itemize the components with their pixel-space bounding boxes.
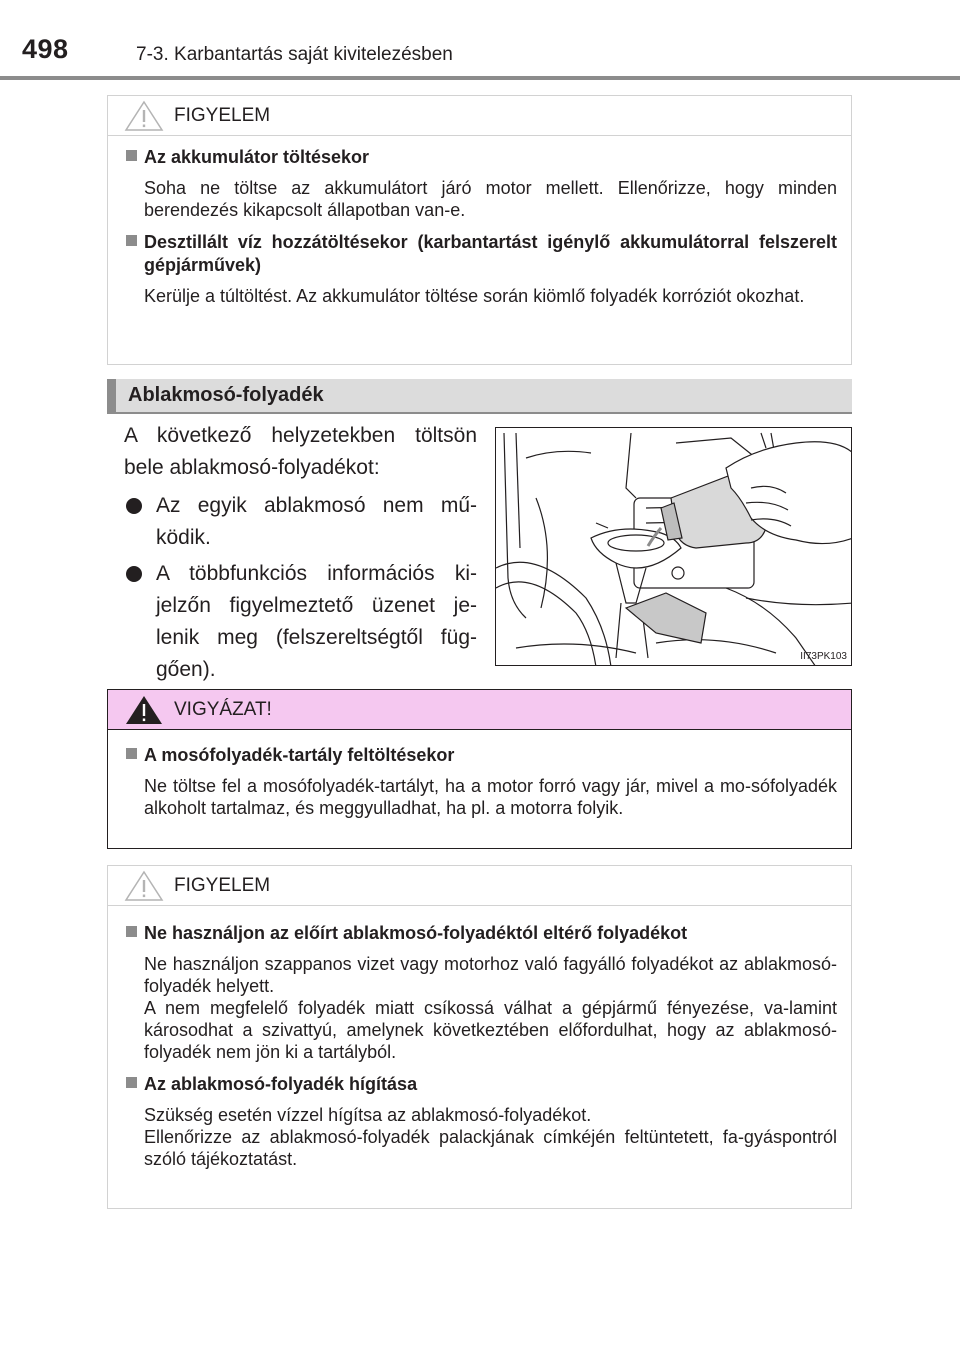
section-heading-text: Ablakmosó-folyadék <box>128 384 324 406</box>
header-rule <box>0 76 960 80</box>
intro-text <box>124 420 477 690</box>
notice-header <box>108 96 851 136</box>
notice-body <box>108 136 851 307</box>
bullet-item <box>124 558 477 686</box>
square-bullet-icon <box>126 235 137 246</box>
notice-item <box>122 146 837 221</box>
notice-header <box>108 866 851 906</box>
caution-item <box>122 744 837 819</box>
notice-item <box>122 231 837 307</box>
notice-item-text: Kerülje a túltöltést. Az akkumulátor töltése során kiömlő folyadék korróziót okozhat. <box>144 286 805 306</box>
caution-item-text: Ne töltse fel a mosófolyadék-tartályt, ha a motor forró vagy jár, mivel a mo-sófolyadék alkoholt tartalmaz, és meggyulladhat, ha pl. a motorra folyik. <box>144 776 837 818</box>
warning-triangle-icon <box>124 694 164 726</box>
notice-label: FIGYELEM <box>174 104 271 126</box>
figure-code: II73PK103 <box>800 651 847 662</box>
notice-item-title: Desztillált víz hozzátöltésekor (karbantartást igénylő akkumulátorral felszerelt gépjárművek) <box>144 232 837 275</box>
washer-fill-illustration <box>495 427 852 666</box>
section-heading <box>107 379 852 414</box>
notice-item-title: Az ablakmosó-folyadék hígítása <box>144 1074 418 1094</box>
notice-item <box>122 922 837 1063</box>
notice-item-line: Ellenőrizze az ablakmosó-folyadék palackjának címkéjén feltüntetett, fa-gyáspontról szóló tájékoztatást. <box>144 1127 837 1169</box>
caution-box <box>107 689 852 849</box>
notice-item-line: Ne használjon szappanos vizet vagy motorhoz való fagyálló folyadékot az ablakmosó-folyadék helyett. <box>144 954 837 996</box>
bullet-text: A többfunkciós információs ki-jelzőn figyelmeztető üzenet je-lenik meg (felszereltségtől füg-gően). <box>156 562 477 681</box>
notice-item-title: Ne használjon az előírt ablakmosó-folyadéktól eltérő folyadékot <box>144 923 688 943</box>
notice-item-text <box>144 1104 837 1170</box>
notice-item-text <box>144 953 837 1063</box>
page-number: 498 <box>22 34 69 64</box>
warning-triangle-icon <box>124 100 164 132</box>
notice-item-line: Szükség esetén vízzel hígítsa az ablakmosó-folyadékot. <box>144 1105 592 1125</box>
caution-body <box>108 730 851 819</box>
caution-header <box>108 690 851 730</box>
caution-label: VIGYÁZAT! <box>174 698 272 720</box>
square-bullet-icon <box>126 748 137 759</box>
bullet-item <box>124 490 477 554</box>
bullet-text: Az egyik ablakmosó nem mű-ködik. <box>156 494 477 549</box>
caution-item-title: A mosófolyadék-tartály feltöltésekor <box>144 745 455 765</box>
notice-body <box>108 906 851 1170</box>
square-bullet-icon <box>126 926 137 937</box>
bullet-dot-icon <box>126 566 142 582</box>
notice-box-washer <box>107 865 852 1209</box>
warning-triangle-icon <box>124 870 164 902</box>
section-title: 7-3. Karbantartás saját kivitelezésben <box>136 44 453 65</box>
notice-item <box>122 1073 837 1170</box>
notice-box-battery <box>107 95 852 365</box>
notice-label: FIGYELEM <box>174 874 271 896</box>
square-bullet-icon <box>126 1077 137 1088</box>
notice-item-line: A nem megfelelő folyadék miatt csíkossá válhat a gépjármű fényezése, va-lamint károsodhat a szivattyú, amelynek következtében előfordulhat, hogy az ablakmosó-folyadék nem jön ki a tartályból. <box>144 998 837 1062</box>
bullet-dot-icon <box>126 498 142 514</box>
intro-lead: A következő helyzetekben töltsön bele ablakmosó-folyadékot: <box>124 424 477 479</box>
notice-item-text: Soha ne töltse az akkumulátort járó motor mellett. Ellenőrizze, hogy minden berendezés kikapcsolt állapotban van-e. <box>144 178 837 220</box>
engine-bay-drawing <box>496 428 852 666</box>
notice-item-title: Az akkumulátor töltésekor <box>144 147 370 167</box>
square-bullet-icon <box>126 150 137 161</box>
